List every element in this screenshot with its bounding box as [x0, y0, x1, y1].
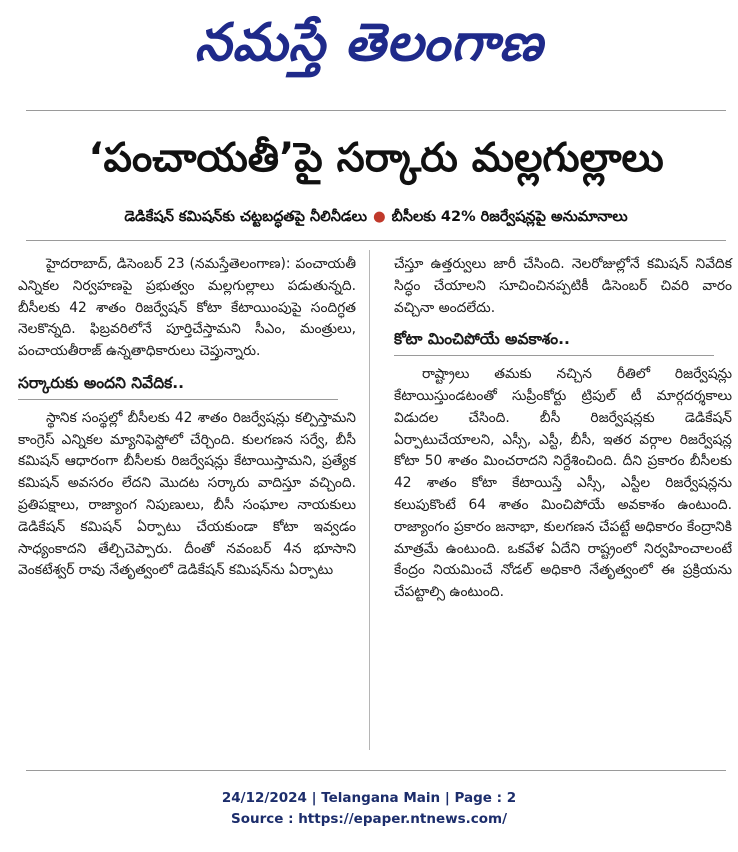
left-paragraph-1: హైదరాబాద్, డిసెంబర్ 23 (నమస్తేతెలంగాణ): పంచాయతీ ఎన్నికల నిర్వహణపై ప్రభుత్వం మల్లగుల్లాలు పడుతున్నది. బీసీలకు 42 శాతం రిజర్వేషన్ కోటా కేటాయింపుపై సందిగ్ధత నెలకొన్నది. ఫిబ్రవరిలోనే పూర్తిచేస్తామని సీఎం, మంత్రులు, పంచాయతీరాజ్ ఉన్నతాధికారులు చెప్తున్నారు.: [18, 256, 356, 360]
right-column: [394, 254, 732, 604]
kicker-bullet: ●: [372, 209, 386, 225]
kicker-rule: [26, 240, 726, 241]
left-paragraph-2: స్థానిక సంస్థల్లో బీసీలకు 42 శాతం రిజర్వేషన్లు కల్పిస్తామని కాంగ్రెస్ ఎన్నికల మ్యానిఫెస్టోలో చేర్చింది. కులగణన సర్వే, బీసీ కమిషన్ ఆధారంగా బీసీలకు రిజర్వేషన్లు కేటాయిస్తామని, ప్రత్యేక కమిషన్ అవసరం లేదని మొదట సర్కారు వాదిస్తూ వచ్చింది. ప్రతిపక్షాలు, రాజ్యాంగ నిపుణులు, బీసీ సంఘాల నాయకులు డెడికేషన్ కమిషన్ ఏర్పాటు చేయకుండా కోటా ఇవ్వడం సాధ్యంకాదని తేల్చిచెప్పారు. దీంతో నవంబర్ 4న భూసాని వెంకటేశ్వర్ రావు నేతృత్వంలో డెడికేషన్ కమిషన్‌ను ఏర్పాటు: [18, 409, 356, 579]
kicker-part-1: డెడికేషన్ కమిషన్‌కు చట్టబద్ధతపై నీలినీడలు: [124, 209, 367, 225]
bottom-rule: [26, 770, 726, 771]
footer: [0, 788, 738, 830]
top-rule: [26, 110, 726, 111]
kicker: [26, 203, 726, 231]
right-paragraph-1: చేస్తూ ఉత్తర్వులు జారీ చేసింది. నెలరోజుల్లోనే కమిషన్ నివేదిక సిద్ధం చేయాలని సూచించినప్పటికీ డిసెంబర్ చివరి వారం వచ్చినా అందలేదు.: [394, 256, 732, 316]
column-divider: [369, 250, 370, 750]
footer-edition-line: 24/12/2024 | Telangana Main | Page : 2: [221, 790, 517, 806]
headline: ‘పంచాయతీ’పై సర్కారు మల్లగుల్లాలు: [88, 135, 664, 181]
footer-source-line: Source : https://epaper.ntnews.com/: [230, 811, 508, 827]
kicker-part-2: బీసీలకు 42% రిజర్వేషన్లపై అనుమానాలు: [391, 209, 628, 225]
left-subheading: సర్కారుకు అందని నివేదిక..: [18, 373, 338, 400]
right-paragraph-2: రాష్ట్రాలు తమకు నచ్చిన రీతిలో రిజర్వేషన్లు కేటాయిస్తుండటంతో సుప్రీంకోర్టు ట్రిపుల్ టీ మార్గదర్శకాలు విడుదల చేసింది. బీసీ రిజర్వేషన్లకు డెడికేషన్ ఏర్పాటుచేయాలని, ఎస్సీ, ఎస్టీ, బీసీ, ఇతర వర్గాల రిజర్వేషన్ల కోటా 50 శాతం మించరాదని నిర్దేశించింది. దీని ప్రకారం బీసీలకు 42 శాతం కోటా కేటాయిస్తే ఎస్సీ, ఎస్టీల రిజర్వేషన్లను కలుపుకొంటే 64 శాతం మించిపోయే అవకాశం ఉంటుంది. రాజ్యాంగం ప్రకారం జనాభా, కులగణన చేపట్టే అధికారం కేంద్రానికి మాత్రమే ఉంటుంది. ఒకవేళ ఏదేని రాష్ట్రంలో నిర్వహించాలంటే కేంద్రం నియమించే నోడల్ అధికారి నేతృత్వంలో ఈ ప్రక్రియను చేపట్టాల్సి ఉంటుంది.: [394, 366, 732, 601]
left-column: [18, 254, 356, 582]
right-subheading: కోటా మించిపోయే అవకాశం..: [394, 329, 714, 356]
masthead: నమస్తే తెలంగాణ: [194, 12, 544, 73]
